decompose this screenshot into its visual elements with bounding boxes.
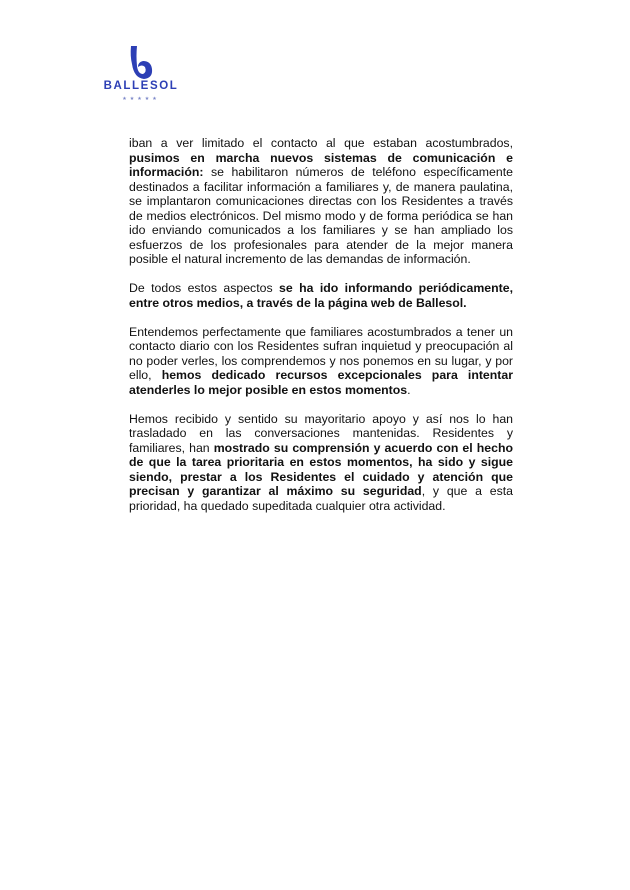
ballesol-b-icon bbox=[126, 44, 156, 82]
bold-text-run: pusimos en marcha nuevos sistemas de comunicación e información: bbox=[129, 150, 513, 179]
paragraph bbox=[129, 136, 513, 267]
text-run: De todos estos aspectos bbox=[129, 281, 279, 295]
ballesol-logo bbox=[98, 42, 184, 108]
paragraph bbox=[129, 281, 513, 310]
text-run: Entendemos perfectamente que familiares acostumbrados a tener un contacto diario con los Residentes sufran inquietud y preocupación al no poder verles, los comprendemos y nos ponemos en su lugar, y por ello, bbox=[129, 324, 513, 382]
document-body bbox=[129, 136, 513, 528]
text-run: , y que a esta prioridad, ha quedado supeditada cualquier otra actividad. bbox=[129, 484, 513, 513]
bold-text-run: mostrado su comprensión y acuerdo con el hecho de que la tarea prioritaria en estos momentos, ha sido y sigue siendo, prestar a los Residentes el cuidado y atención que precisan y garantizar al máximo su seguridad bbox=[129, 440, 513, 498]
paragraph bbox=[129, 412, 513, 514]
bold-text-run: hemos dedicado recursos excepcionales para intentar atenderles lo mejor posible en estos momentos bbox=[129, 368, 513, 397]
text-run: se habilitaron números de teléfono específicamente destinados a facilitar información a familiares y, de manera paulatina, se implantaron comunicaciones directas con los Residentes a través de medios electrónicos. Del mismo modo y de forma periódica se han ido enviando comunicados a los familiares y se han ampliado los esfuerzos de los profesionales para atender de la mejor manera posible el natural incremento de las demandas de información. bbox=[129, 165, 513, 266]
brand-name: BALLESOL bbox=[103, 80, 179, 92]
text-run: iban a ver limitado el contacto al que estaban acostumbrados, bbox=[129, 136, 513, 150]
brand-stars: ★★★★★ bbox=[122, 96, 160, 102]
text-run: . bbox=[407, 382, 411, 397]
bold-text-run: se ha ido informando periódicamente, entre otros medios, a través de la página web de Ballesol. bbox=[129, 281, 513, 310]
text-run: Hemos recibido y sentido su mayoritario apoyo y así nos lo han trasladado en las conversaciones mantenidas. Residentes y familiares, han bbox=[129, 411, 513, 455]
paragraph bbox=[129, 325, 513, 398]
